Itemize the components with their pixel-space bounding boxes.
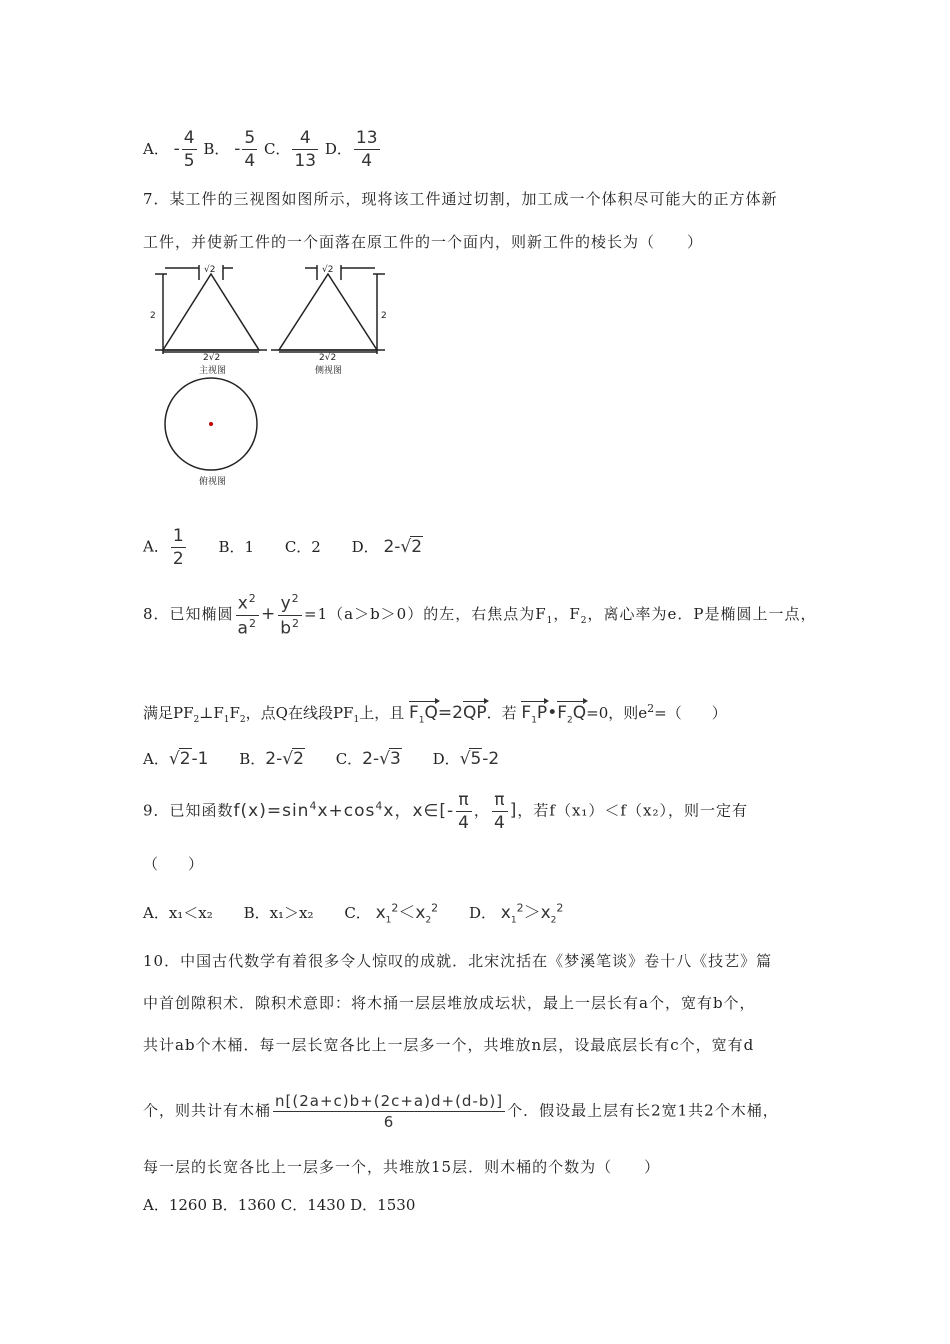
q8-option-b[interactable]: B．2-√2	[239, 749, 304, 769]
side-caption: 侧视图	[315, 366, 343, 376]
q7-option-a[interactable]: A． $\frac{1}{2}$	[143, 526, 184, 569]
q8-option-a[interactable]: A．√2-1	[143, 749, 209, 769]
q7-line-2: 工件，并使新工件的一个面落在原工件的一个面内，则新工件的棱长为（ ）	[143, 233, 704, 251]
front-side-label: 2	[150, 311, 156, 321]
q8-line-1: 8．已知椭圆 $\frac{x^2}{a^2}$ + $\frac{y^2}{b^2}$ =1（a＞b＞0）的左，右焦点为$F_1$，$F_2$，离心率为e．P是椭圆上一点，	[143, 592, 817, 639]
top-caption: 俯视图	[199, 477, 227, 487]
q10-line-4: 个，则共计有木桶 $\frac{n[(2a+c)b+(2c+a)d+(d-b)]}{6}$ 个．假设最上层有长2宽1共2个木桶，	[143, 1092, 779, 1131]
q9-line-1: 9．已知函数$f(x)=\sin^4x+\cos^4x$，x∈[- $\frac{\pi}{4}$ ， $\frac{\pi}{4}$ ]，若f（x₁）＜f（x₂），则一定有	[143, 790, 748, 833]
q10-line-1: 10．中国古代数学有着很多令人惊叹的成就．北宋沈括在《梦溪笔谈》卷十八《技艺》篇	[143, 952, 773, 970]
q8-options	[143, 748, 525, 769]
front-caption: 主视图	[199, 366, 227, 376]
three-view-figure	[145, 262, 397, 494]
side-side-label: 2	[381, 311, 387, 321]
q9-option-d[interactable]: D． $x_1^2>x_2^2$	[468, 901, 564, 926]
front-bottom-label: 2√2	[203, 353, 221, 363]
q8-option-d[interactable]: D．√5-2	[432, 749, 500, 769]
q9-pi-fraction-2: $\frac{\pi}{4}$	[493, 790, 506, 833]
q6-option-c[interactable]: C． $\frac{4}{13}$	[263, 128, 317, 171]
q6-options	[143, 128, 382, 171]
q6-d-fraction: $\frac{13}{4}$	[355, 128, 378, 171]
q6-option-b[interactable]: B． - $\frac{5}{4}$	[203, 128, 256, 171]
vector-f1q: $F_1Q$	[409, 703, 438, 726]
q6-c-fraction: $\frac{4}{13}$	[294, 128, 317, 171]
q9-option-c[interactable]: C． $x_1^2<x_2^2$	[344, 901, 439, 926]
q9-option-b[interactable]: B．x₁＞x₂	[243, 904, 314, 922]
q6-option-d[interactable]: D． $\frac{13}{4}$	[324, 128, 378, 171]
q9-options	[143, 898, 589, 925]
vector-f1p: $F_1P$	[521, 703, 548, 726]
q7-a-fraction: $\frac{1}{2}$	[172, 526, 184, 569]
q7-option-c[interactable]: C．2	[284, 537, 321, 556]
q8-option-c[interactable]: C．2-√3	[335, 749, 401, 769]
q10-line-2: 中首创隙积术．隙积术意即：将木捅一层层堆放成坛状，最上一层长有a个，宽有b个，	[143, 994, 756, 1012]
q9-option-a[interactable]: A．x₁＜x₂	[143, 904, 213, 922]
q8-line-2: 满足$PF_2\perp F_1F_2$，点Q在线段$PF_1$上，且 $F_1Q=2QP$．若 $F_1P•F_2Q=0$，则$e^2=$（ ）	[143, 702, 727, 726]
q6-b-fraction: $\frac{5}{4}$	[244, 128, 256, 171]
q7-options	[143, 526, 449, 569]
q8-y-fraction: $\frac{y^2}{b^2}$	[280, 592, 301, 639]
q10-formula-fraction: $\frac{n[(2a+c)b+(2c+a)d+(d-b)]}{6}$	[275, 1092, 504, 1131]
side-bottom-label: 2√2	[319, 353, 337, 363]
top-view-center-dot	[209, 422, 213, 426]
q10-line-5: 每一层的长宽各比上一层多一个，共堆放15层．则木桶的个数为（ ）	[143, 1158, 661, 1176]
q6-option-a[interactable]: A． - $\frac{4}{5}$	[143, 128, 195, 171]
q7-line-1: 7．某工件的三视图如图所示，现将该工件通过切割，加工成一个体积尽可能大的正方体新	[143, 190, 778, 208]
q10-options[interactable]: A．1260 B．1360 C．1430 D．1530	[143, 1196, 416, 1214]
q7-option-b[interactable]: B．1	[218, 537, 255, 556]
vector-f2q: $F_2Q$	[557, 703, 587, 726]
vector-qp: QP	[462, 703, 487, 723]
q8-x-fraction: $\frac{x^2}{a^2}$	[237, 592, 257, 639]
side-view-triangle	[279, 274, 377, 350]
side-top-label: √2	[322, 265, 334, 275]
q7-option-d[interactable]: D． 2-√2	[351, 536, 423, 557]
q10-line-3: 共计ab个木桶．每一层长宽各比上一层多一个，共堆放n层，设最底层长有c个，宽有d	[143, 1036, 755, 1054]
three-view-drawing	[145, 262, 397, 490]
q6-a-fraction: $\frac{4}{5}$	[183, 128, 195, 171]
q9-line-2: （ ）	[143, 855, 204, 873]
q9-pi-fraction-1: $\frac{\pi}{4}$	[458, 790, 470, 833]
front-view-triangle	[163, 274, 259, 350]
front-top-label: √2	[204, 265, 216, 275]
